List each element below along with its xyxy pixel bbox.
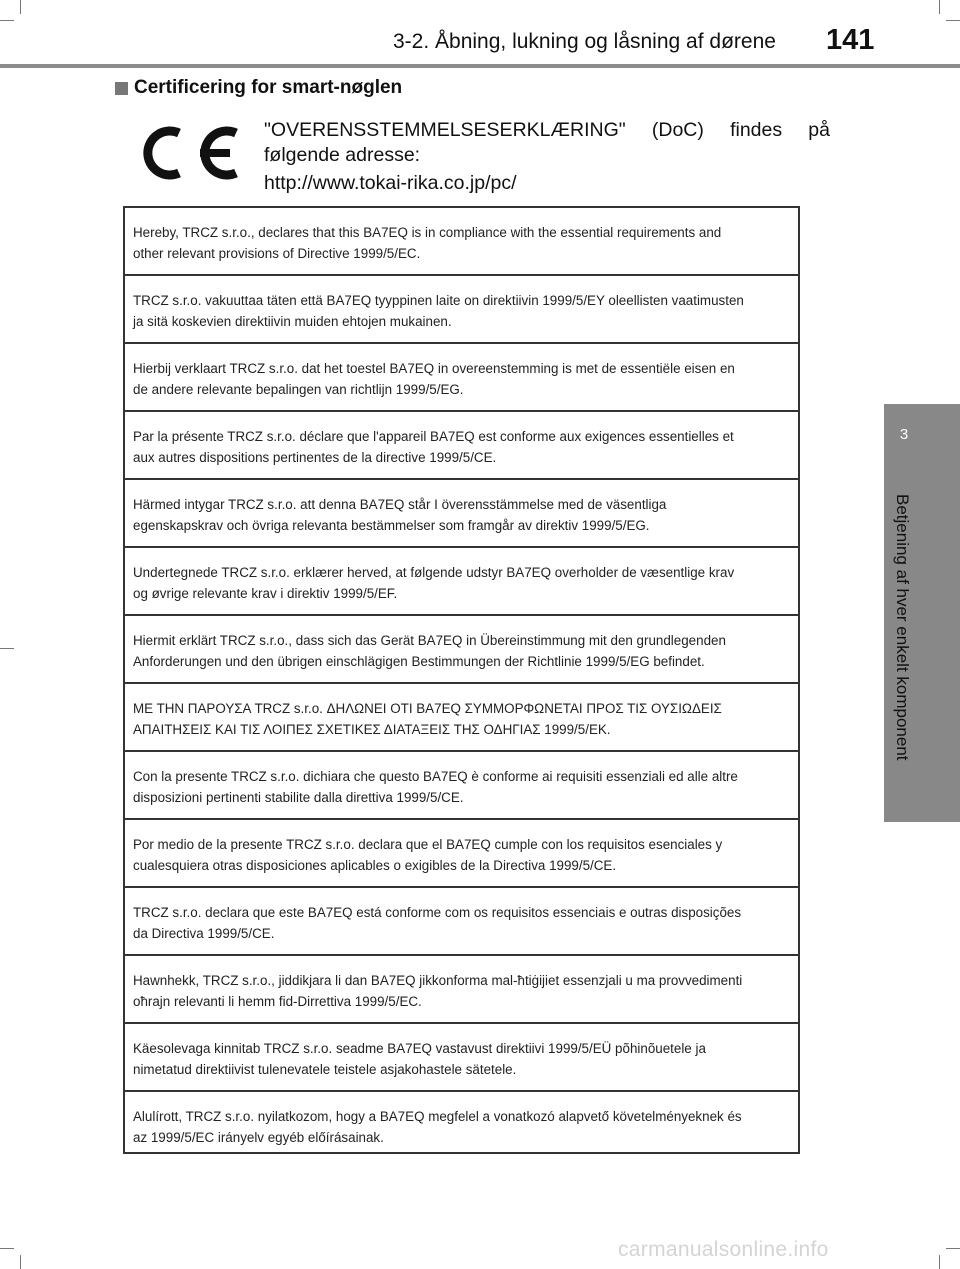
declaration-row: ΜΕ ΤΗΝ ΠΑΡΟΥΣΑ TRCZ s.r.o. ΔΗΛΩΝΕΙ ΟΤΙ BA7EQ ΣΥΜΜΟΡΦΩΝΕΤΑΙ ΠΡΟΣ ΤΙΣ ΟΥΣΙΩΔΕΙΣ ΑΠΑΙΤΗΣΕΙΣ ΚΑΙ ΤΙΣ ΛΟΙΠΕΣ ΣΧΕΤΙΚΕΣ ΔΙΑΤΑΞΕΙΣ ΤΗΣ ΟΔΗΓΙΑΣ 1999/5/ΕΚ.	[125, 684, 798, 752]
chapter-tab-label-text: Betjening af hver enkelt komponent	[893, 494, 912, 761]
declaration-row: Con la presente TRCZ s.r.o. dichiara che questo BA7EQ è conforme ai requisiti essenziali ed alle altre disposizioni pertinenti stabilite dalla direttiva 1999/5/CE.	[125, 752, 798, 820]
declaration-row: Hiermit erklärt TRCZ s.r.o., dass sich das Gerät BA7EQ in Übereinstimmung mit den grundlegenden Anforderungen und den übrigen einschlägigen Bestimmungen der Richtlinie 1999/5/EG befindet.	[125, 616, 798, 684]
header-rule	[0, 64, 960, 68]
doc-line-1: "OVERENSSTEMMELSESERKLÆRING" (DoC) findes på	[264, 119, 830, 141]
declaration-table	[123, 206, 800, 1154]
declaration-row: Hierbij verklaart TRCZ s.r.o. dat het toestel BA7EQ in overeenstemming is met de essentiële eisen en de andere relevante bepalingen van richtlijn 1999/5/EG.	[125, 344, 798, 412]
declaration-row: Par la présente TRCZ s.r.o. déclare que l'appareil BA7EQ est conforme aux exigences essentielles et aux autres dispositions pertinentes de la directive 1999/5/CE.	[125, 412, 798, 480]
watermark: carmanualsonline.info	[618, 1238, 829, 1261]
ce-mark-icon	[136, 123, 246, 183]
section-heading	[115, 77, 402, 99]
section-heading-text: Certificering for smart-nøglen	[134, 77, 403, 98]
page-header	[0, 0, 960, 64]
doc-url[interactable]: http://www.tokai-rika.co.jp/pc/	[264, 172, 517, 194]
declaration-row: Por medio de la presente TRCZ s.r.o. declara que el BA7EQ cumple con los requisitos esenciales y cualesquiera otras disposiciones aplicables o exigibles de la Directiva 1999/5/CE.	[125, 820, 798, 888]
square-bullet-icon	[115, 82, 128, 95]
crop-mark	[0, 648, 14, 649]
declaration-row: Hawnhekk, TRCZ s.r.o., jiddikjara li dan BA7EQ jikkonforma mal-ħtiġijiet essenzjali u ma provvedimenti oħrajn relevanti li hemm fid-Dirrettiva 1999/5/EC.	[125, 956, 798, 1024]
crop-mark	[946, 1248, 960, 1249]
declaration-row: Alulírott, TRCZ s.r.o. nyilatkozom, hogy a BA7EQ megfelel a vonatkozó alapvető követelményeknek és az 1999/5/EC irányelv egyéb előírásainak.	[133, 1109, 742, 1145]
declaration-row: Härmed intygar TRCZ s.r.o. att denna BA7EQ står I överensstämmelse med de väsentliga egenskapskrav och övriga relevanta bestämmelser som framgår av direktiv 1999/5/EG.	[125, 480, 798, 548]
chapter-tab-number: 3	[899, 426, 909, 443]
declaration-row: Undertegnede TRCZ s.r.o. erklærer herved, at følgende udstyr BA7EQ overholder de væsentlige krav og øvrige relevante krav i direktiv 1999/5/EF.	[125, 548, 798, 616]
page-number: 141	[826, 24, 875, 56]
doc-line-2: følgende adresse:	[264, 144, 421, 166]
crop-mark	[939, 1255, 940, 1269]
declaration-row: Hereby, TRCZ s.r.o., declares that this BA7EQ is in compliance with the essential requirements and other relevant provisions of Directive 1999/5/EC.	[125, 208, 798, 276]
declaration-row: Käesolevaga kinnitab TRCZ s.r.o. seadme BA7EQ vastavust direktiivi 1999/5/EÜ põhinõuetele ja nimetatud direktiivist tulenevatele teistele asjakohastele sätetele.	[125, 1024, 798, 1092]
declaration-row: TRCZ s.r.o. declara que este BA7EQ está conforme com os requisitos essenciais e outras disposições da Directiva 1999/5/CE.	[125, 888, 798, 956]
crop-mark	[20, 1255, 21, 1269]
declaration-row: TRCZ s.r.o. vakuuttaa täten että BA7EQ tyyppinen laite on direktiivin 1999/5/EY oleellisten vaatimusten ja sitä koskevien direktiivin muiden ehtojen mukainen.	[125, 276, 798, 344]
chapter-title: 3-2. Åbning, lukning og låsning af dørene	[393, 30, 776, 53]
doc-availability-text	[264, 118, 830, 196]
chapter-tab-label	[892, 494, 922, 814]
crop-mark	[0, 1248, 14, 1249]
